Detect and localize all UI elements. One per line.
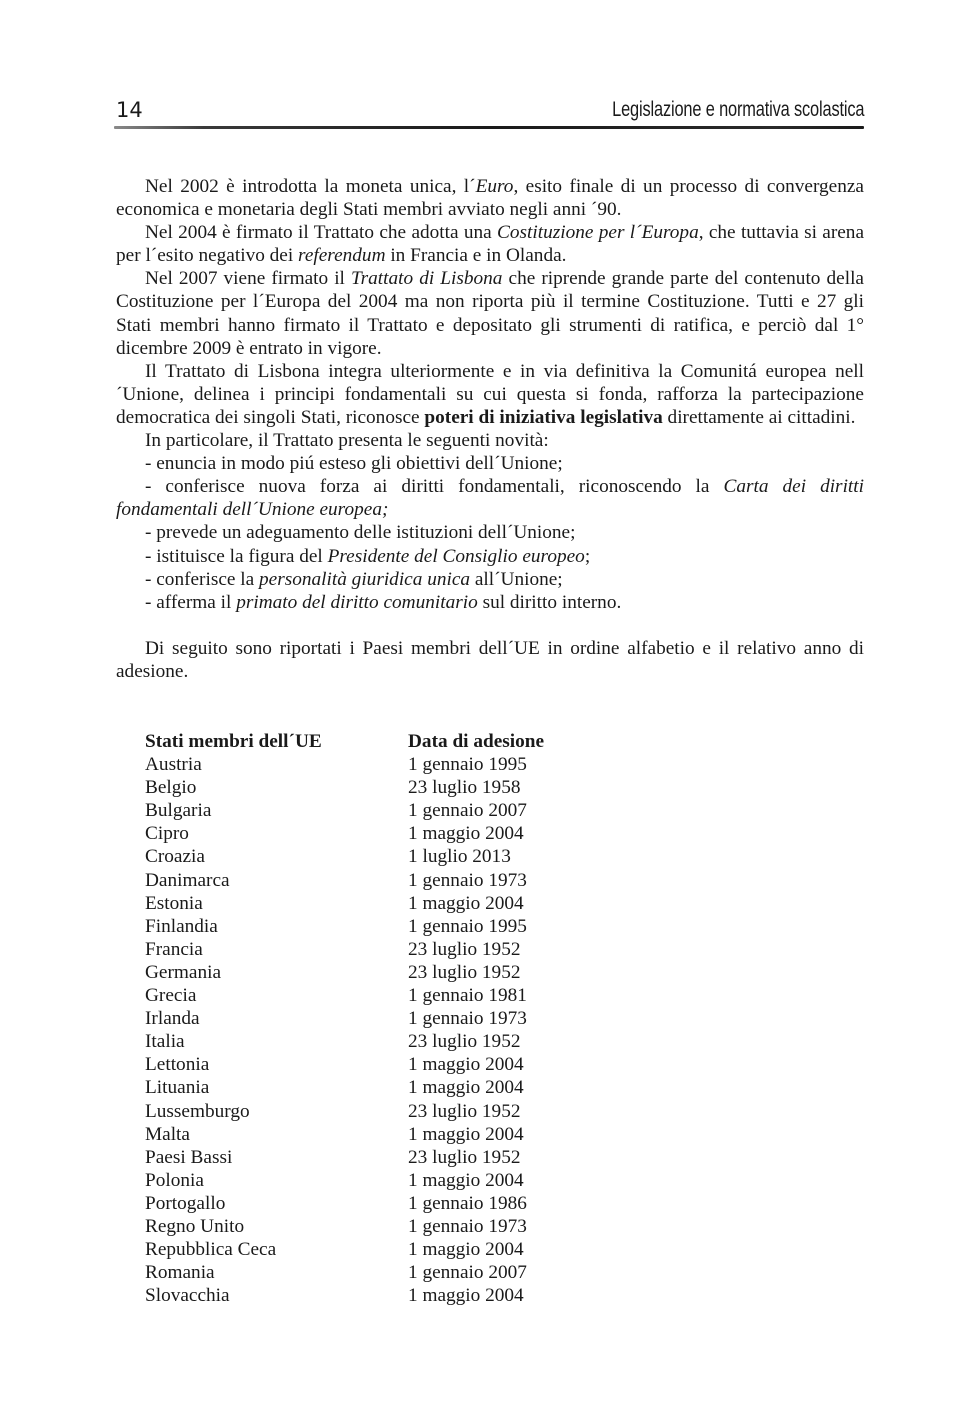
text-span: all´Unione; xyxy=(470,568,563,590)
accession-date-cell: 1 gennaio 1995 xyxy=(408,915,527,937)
text-span: ; xyxy=(584,545,591,567)
state-name-cell: Danimarca xyxy=(145,869,230,891)
table-row xyxy=(145,961,608,984)
table-row xyxy=(145,1076,608,1099)
italic-term: referendum xyxy=(298,245,386,267)
state-name-cell: Croazia xyxy=(145,846,205,868)
state-name-cell: Cipro xyxy=(145,823,189,845)
paragraph-euro xyxy=(116,175,864,221)
state-name-cell: Romania xyxy=(145,1262,215,1284)
italic-term: Trattato di Lisbona xyxy=(350,268,503,290)
state-name-cell: Lettonia xyxy=(145,1054,210,1076)
table-row xyxy=(145,1030,608,1053)
list-item: - enuncia in modo piú esteso gli obiettivi dell´Unione; xyxy=(145,453,563,475)
table-row xyxy=(145,1284,608,1307)
text-span: - conferisce la xyxy=(145,568,260,590)
header-rule xyxy=(114,126,864,129)
italic-term: personalità giuridica unica xyxy=(259,568,471,590)
accession-date-cell: 1 gennaio 2007 xyxy=(408,1262,527,1284)
text-span: , esito finale di un processo di convergenza economica e monetaria degli Stati membri avviato negli anni ´90. xyxy=(116,176,864,221)
accession-date-cell: 23 luglio 1952 xyxy=(408,1146,521,1168)
paragraph-novita-intro: In particolare, il Trattato presenta le seguenti novità: xyxy=(145,430,549,452)
accession-date-cell: 1 gennaio 1981 xyxy=(408,985,527,1007)
state-name-cell: Polonia xyxy=(145,1169,204,1191)
text-span: Nel 2007 viene firmato il xyxy=(145,268,351,290)
state-name-cell: Repubblica Ceca xyxy=(145,1239,277,1261)
accession-date-cell: 1 gennaio 1995 xyxy=(408,754,527,776)
state-name-cell: Belgio xyxy=(145,777,197,799)
state-name-cell: Bulgaria xyxy=(145,800,212,822)
accession-date-cell: 1 maggio 2004 xyxy=(408,892,524,914)
running-title: Legislazione e normativa scolastica xyxy=(611,98,864,121)
table-row xyxy=(145,984,608,1007)
state-name-cell: Slovacchia xyxy=(145,1285,230,1307)
accession-date-cell: 1 maggio 2004 xyxy=(408,1239,524,1261)
list-item xyxy=(116,545,864,568)
column-header-state: Stati membri dell´UE xyxy=(145,731,322,752)
state-name-cell: Grecia xyxy=(145,985,197,1007)
table-row xyxy=(145,1146,608,1169)
accession-date-cell: 1 gennaio 1973 xyxy=(408,1215,527,1237)
accession-date-cell: 1 luglio 2013 xyxy=(408,846,511,868)
column-header-date: Data di adesione xyxy=(408,731,545,752)
table-row xyxy=(145,1123,608,1146)
text-span: - conferisce nuova forza ai diritti fondamentali, riconoscendo la xyxy=(145,476,724,498)
table-row xyxy=(145,1261,608,1284)
state-name-cell: Finlandia xyxy=(145,915,218,937)
table-row xyxy=(145,1215,608,1238)
italic-term: Euro xyxy=(475,176,514,197)
paragraph-costituzione xyxy=(116,221,864,267)
state-name-cell: Germania xyxy=(145,961,222,983)
accession-date-cell: 1 maggio 2004 xyxy=(408,1285,524,1307)
accession-date-cell: 23 luglio 1952 xyxy=(408,1100,521,1122)
table-header-row xyxy=(145,730,608,753)
table-row xyxy=(145,1192,608,1215)
italic-term: Presidente del Consiglio europeo xyxy=(327,545,585,567)
text-span: direttamente ai cittadini. xyxy=(662,406,856,428)
text-span: sul diritto interno. xyxy=(477,591,622,613)
paragraph-lisbona xyxy=(116,267,864,359)
table-row xyxy=(145,776,608,799)
accession-date-cell: 1 maggio 2004 xyxy=(408,1123,524,1145)
accession-date-cell: 1 gennaio 1973 xyxy=(408,1008,527,1030)
member-states-table xyxy=(145,730,608,1307)
body-text xyxy=(116,175,864,683)
accession-date-cell: 23 luglio 1952 xyxy=(408,961,521,983)
page-number: 14 xyxy=(116,98,143,122)
state-name-cell: Regno Unito xyxy=(145,1215,245,1237)
accession-date-cell: 1 maggio 2004 xyxy=(408,1054,524,1076)
text-span: - afferma il xyxy=(145,591,237,613)
accession-date-cell: 1 gennaio 1986 xyxy=(408,1192,527,1214)
table-row xyxy=(145,1053,608,1076)
page-header xyxy=(116,96,864,124)
text-span: Nel 2004 è firmato il Trattato che adotta una xyxy=(145,222,498,244)
text-span: che riprende grande parte del contenuto della Costituzione per l´Europa del 2004 ma non riporta più il termine Costituzione. Tutti e 27 gli Stati membri hanno firmato il Trattato e depositato gli strumenti di ratifica, e perciò dal 1° dicembre 2009 è entrato in vigore. xyxy=(116,268,864,359)
table-row xyxy=(145,915,608,938)
bold-term: poteri di iniziativa legislativa xyxy=(424,406,663,428)
state-name-cell: Austria xyxy=(145,754,202,776)
table-row xyxy=(145,938,608,961)
state-name-cell: Estonia xyxy=(145,892,203,914)
state-name-cell: Lussemburgo xyxy=(145,1100,250,1122)
italic-term: Carta dei diritti fondamentali dell´Unione europea; xyxy=(116,476,864,521)
table-row xyxy=(145,1100,608,1123)
table-row xyxy=(145,1169,608,1192)
state-name-cell: Malta xyxy=(145,1123,190,1145)
paragraph-trattato xyxy=(116,360,864,429)
accession-date-cell: 1 gennaio 2007 xyxy=(408,800,527,822)
accession-date-cell: 23 luglio 1958 xyxy=(408,777,521,799)
table-row xyxy=(145,822,608,845)
table-row xyxy=(145,1007,608,1030)
state-name-cell: Portogallo xyxy=(145,1192,226,1214)
accession-date-cell: 1 gennaio 1973 xyxy=(408,869,527,891)
table-row xyxy=(145,1238,608,1261)
list-item xyxy=(116,475,864,521)
italic-term: primato del diritto comunitario xyxy=(236,591,478,613)
accession-date-cell: 1 maggio 2004 xyxy=(408,823,524,845)
table-body xyxy=(145,753,608,1307)
paragraph-gap xyxy=(116,614,864,637)
table-row xyxy=(145,892,608,915)
text-span: - istituisce la figura del xyxy=(145,545,328,567)
state-name-cell: Paesi Bassi xyxy=(145,1146,233,1168)
table-row xyxy=(145,845,608,868)
state-name-cell: Irlanda xyxy=(145,1008,200,1030)
state-name-cell: Italia xyxy=(145,1031,185,1053)
paragraph-table-intro: Di seguito sono riportati i Paesi membri dell´UE in ordine alfabetio e il relativo anno di adesione. xyxy=(116,637,864,682)
text-span: Nel 2002 è introdotta la moneta unica, l´ xyxy=(145,176,476,197)
accession-date-cell: 23 luglio 1952 xyxy=(408,938,521,960)
table-row xyxy=(145,753,608,776)
text-span: Il Trattato di Lisbona integra ulteriormente e in via definitiva la Comunitá europea nell´Unione, delinea i principi fondamentali su cui questa si fonda, rafforza la partecipazione democratica dei singoli Stati, riconosce xyxy=(116,360,864,428)
state-name-cell: Francia xyxy=(145,938,203,960)
list-item xyxy=(116,568,864,591)
accession-date-cell: 23 luglio 1952 xyxy=(408,1031,521,1053)
text-span: , che tuttavia si arena per l´esito negativo dei xyxy=(116,222,865,267)
text-span: in Francia e in Olanda. xyxy=(385,245,567,267)
list-item: - prevede un adeguamento delle istituzioni dell´Unione; xyxy=(145,522,576,544)
state-name-cell: Lituania xyxy=(145,1077,210,1099)
accession-date-cell: 1 maggio 2004 xyxy=(408,1169,524,1191)
table-row xyxy=(145,799,608,822)
italic-term: Costituzione per l´Europa xyxy=(497,222,699,244)
accession-date-cell: 1 maggio 2004 xyxy=(408,1077,524,1099)
list-item xyxy=(116,591,864,614)
table-row xyxy=(145,869,608,892)
